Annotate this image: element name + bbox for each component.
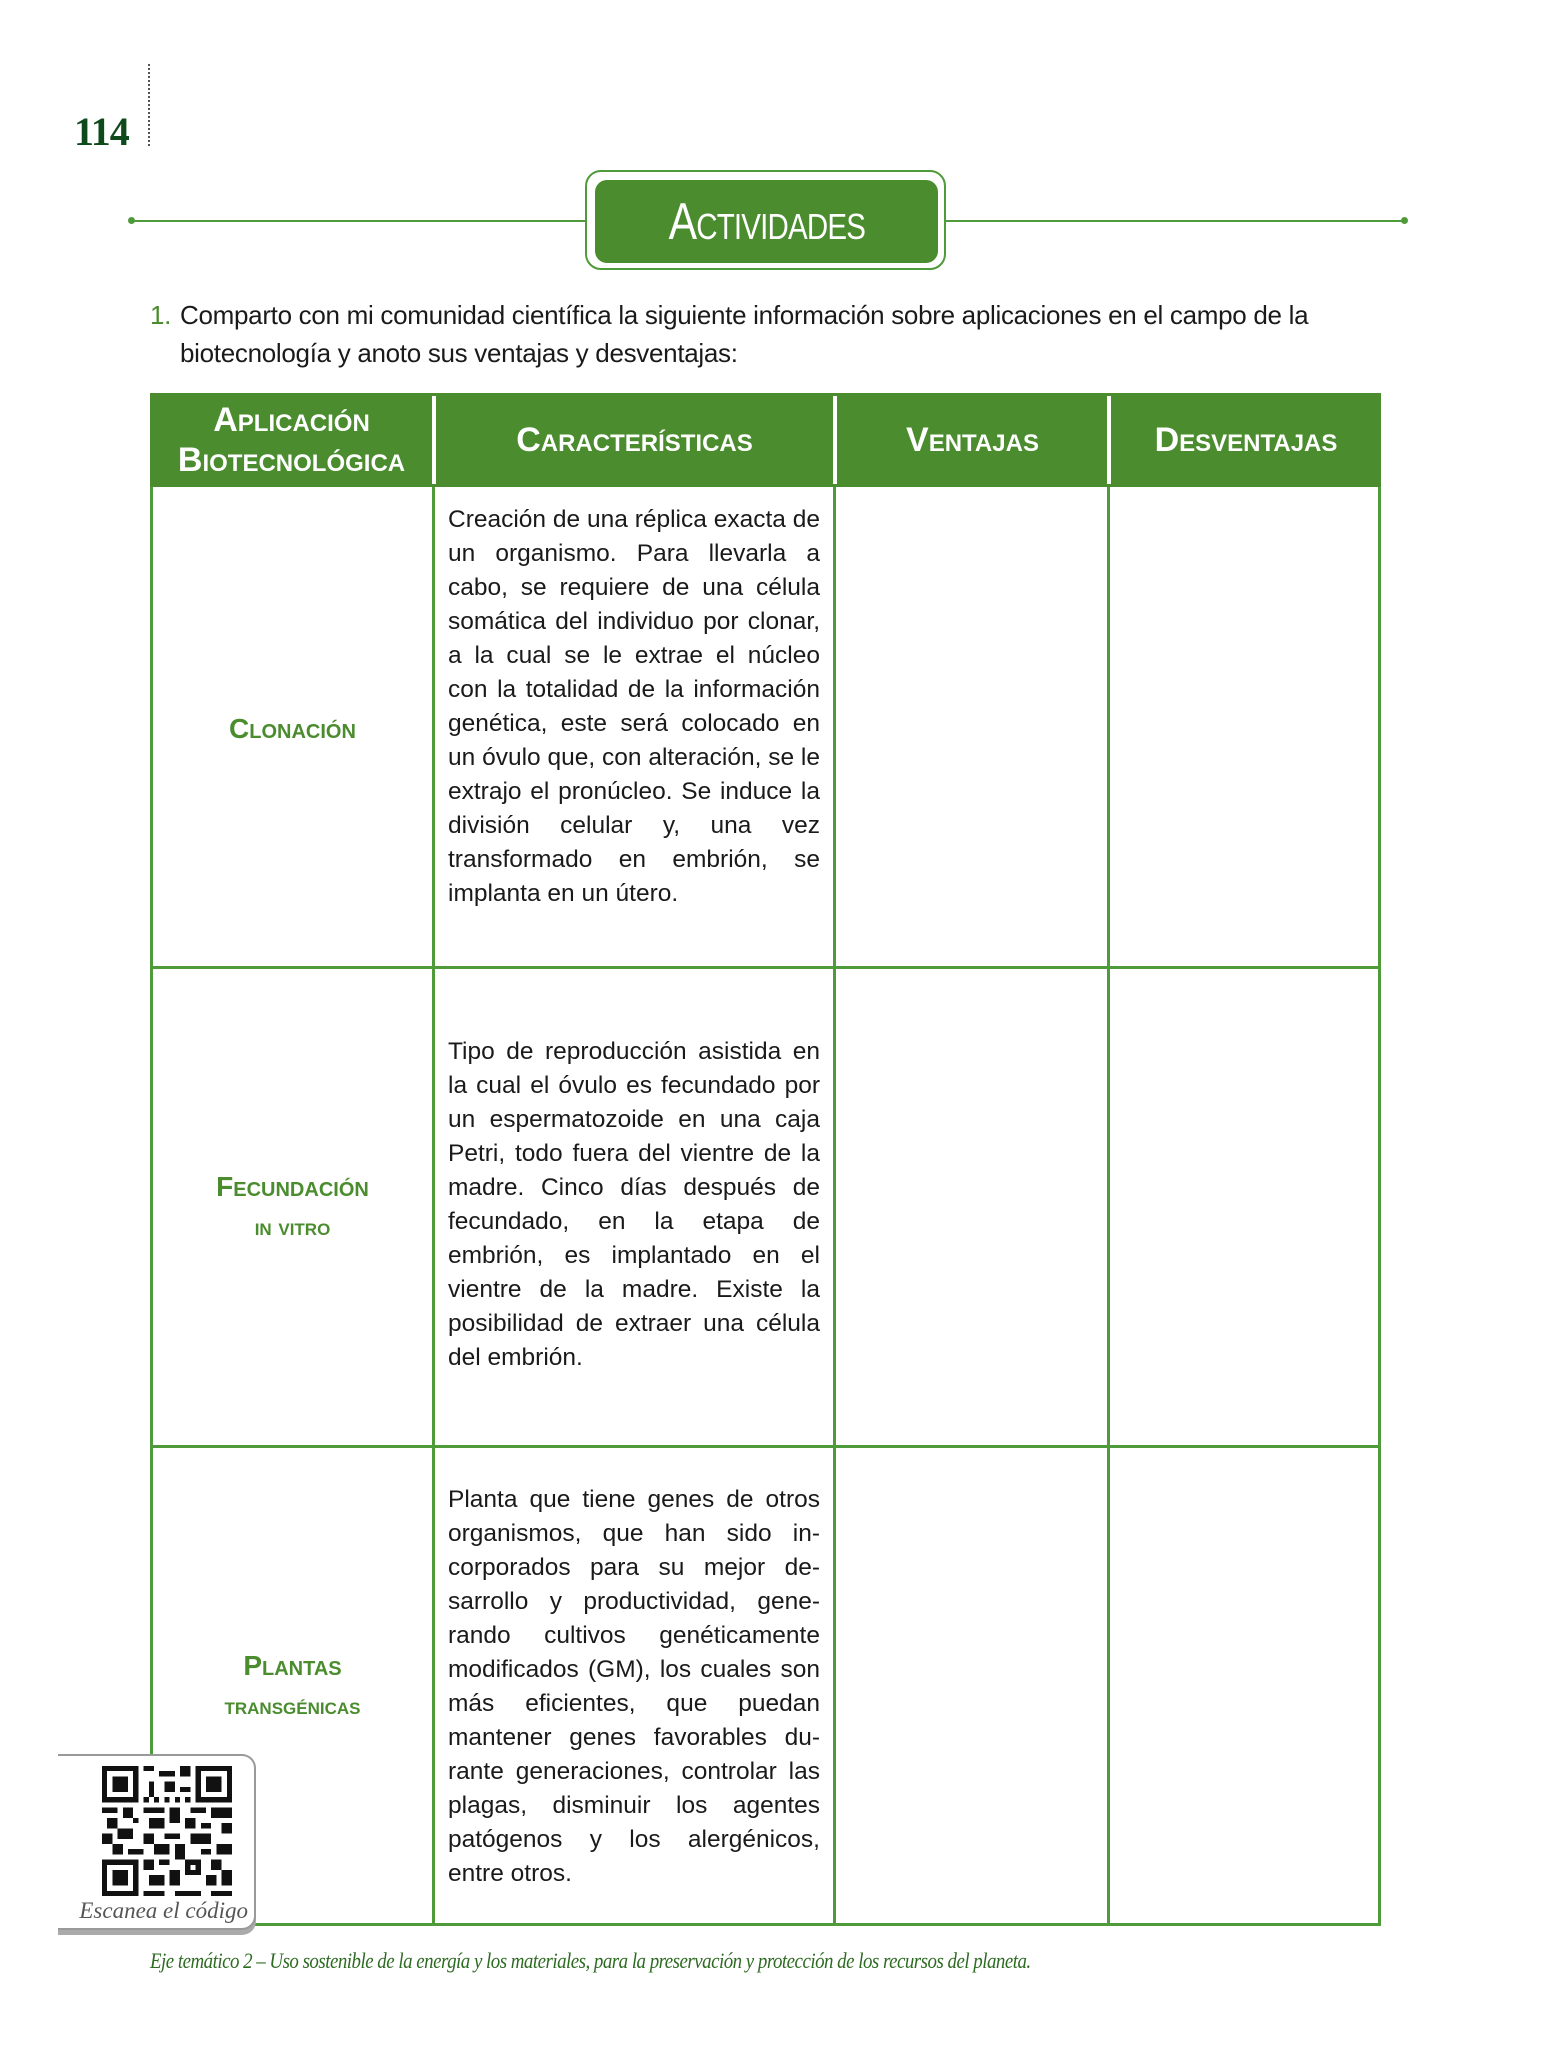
activity-instruction [150,296,1390,372]
row-characteristics: Planta que tiene genes de otros organismos, que han sido incorporados para su mejor desarrollo y productividad, generando cultivos genéticamente modificados (GM), los cuales son más eficientes, que puedan mantener genes favorables durante generaciones, controlar las plagas, disminuir los agentes patógenos y los alergénicos, entre otros. [448,1486,820,1887]
application-name: Plantas [243,1649,342,1681]
footer-theme: Eje temático 2 – Uso sostenible de la energía y los materiales, para la preservación y protección de los recursos del planeta. [150,1948,1031,1973]
application-name: Clonación [229,712,356,744]
rule-dot-right [1401,217,1408,224]
advantages-cell[interactable] [836,969,1107,1445]
header-application: Aplicación Biotecnológica [177,401,406,479]
advantages-cell[interactable] [836,490,1107,966]
rule-dot-left [128,217,135,224]
section-rule-right [944,220,1405,222]
disadvantages-cell[interactable] [1110,490,1378,966]
qr-card[interactable] [58,1754,256,1930]
activity-number: 1. [150,300,172,330]
disadvantages-cell[interactable] [1110,969,1378,1445]
qr-caption: Escanea el código [79,1898,248,1923]
page-number: 114 [74,109,129,154]
row-characteristics: Creación de una réplica exacta de un organismo. Para llevarla a cabo, se requiere de una célula somática del individuo por clonar, a la cual se le extrae el núcleo con la totalidad de la información genética, este será colocado en un óvulo que, con alteración, se le extrajo el pronúcleo. Se induce la división celular y, una vez transformado en embrión, se implanta en un útero. [448,506,820,907]
header-advantages: Ventajas [906,421,1039,459]
application-subname: in vitro [254,1214,331,1241]
table-border-bottom [150,1923,1381,1926]
qr-code-icon[interactable] [102,1766,232,1896]
row-application-label [153,490,432,966]
header-disadvantages: Desventajas [1154,421,1338,459]
header-characteristics: Características [516,421,753,459]
application-name: Fecundación [216,1171,369,1202]
table-header [150,393,1381,487]
page-number-divider [148,64,150,146]
activity-text: Comparto con mi comunidad científica la siguiente información sobre aplicaciones en el campo de la biotecnología y anoto sus ventajas y desventajas: [180,300,1309,368]
advantages-cell[interactable] [836,1448,1107,1923]
section-badge [595,180,938,263]
application-subname: transgénicas [224,1692,361,1720]
section-title: Actividades [668,192,865,251]
table-border-right [1378,487,1381,1926]
section-rule-left [131,220,589,222]
row-application-label [153,969,432,1445]
disadvantages-cell[interactable] [1110,1448,1378,1923]
column-divider [432,487,435,1926]
row-characteristics: Tipo de reproducción asistida en la cual el óvulo es fecundado por un espermatozoide en una caja Petri, todo fuera del vientre de la madre. Cinco días después de fecundado, en la etapa de embrión, es implantado en el vientre de la madre. Existe la posibilidad de extraer una célula del embrión. [448,1038,820,1371]
